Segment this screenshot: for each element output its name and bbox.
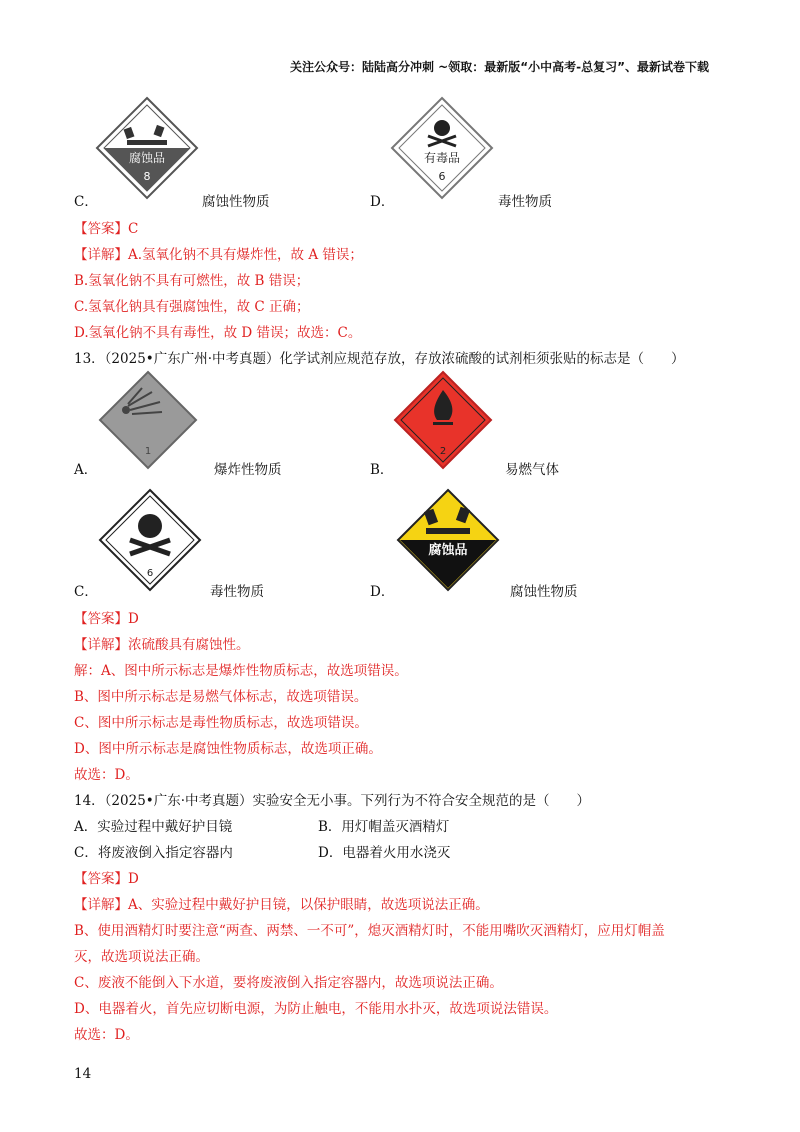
q13-option-b-letter: B．	[370, 462, 394, 478]
q12-explain-4: D.氢氧化钠不具有毒性，故 D 错误；故选：C。	[74, 325, 362, 341]
q14-explain-3: 灭，故选项说法正确。	[74, 949, 209, 965]
corrosive-substance-sign-icon	[396, 488, 500, 592]
sign-c-number: 8	[143, 170, 151, 183]
q13-option-c-letter: C．	[74, 584, 98, 600]
q13-explain-4: C、图中所示标志是毒性物质标志，故选项错误。	[74, 715, 368, 731]
q14-option-d: D．电器着火用水浇灭	[318, 845, 451, 861]
q14-option-a: A．实验过程中戴好护目镜	[74, 819, 233, 835]
q13-explain-5: D、图中所示标志是腐蚀性物质标志，故选项正确。	[74, 741, 382, 757]
sign-a-number: 1	[144, 446, 152, 457]
sign-c-label: 腐蚀品	[128, 151, 166, 165]
q13-option-a-text: 爆炸性物质	[214, 462, 282, 478]
q12-explain-1: 【详解】A.氢氧化钠不具有爆炸性，故 A 错误；	[74, 247, 363, 263]
q12-explain-2: B.氢氧化钠不具有可燃性，故 B 错误；	[74, 273, 310, 289]
q14-stem: 14．（2025•广东·中考真题）实验安全无小事。下列行为不符合安全规范的是（ ）	[74, 793, 591, 809]
option-d-text: 毒性物质	[498, 194, 552, 210]
page-header: 关注公众号：陆陆高分冲刺 ~领取：最新版“小中高考-总复习”、最新试卷下载	[290, 60, 709, 74]
sign-d-number: 6	[438, 170, 446, 183]
q14-explain-4: C、废液不能倒入下水道，要将废液倒入指定容器内，故选项说法正确。	[74, 975, 503, 991]
explosive-sign-icon	[98, 370, 198, 470]
q12-explain-3: C.氢氧化钠具有强腐蚀性，故 C 正确；	[74, 299, 310, 315]
q14-explain-5: D、电器着火，首先应切断电源，为防止触电，不能用水扑灭，故选项说法错误。	[74, 1001, 558, 1017]
toxic-sign-icon	[390, 96, 494, 200]
page-number: 14	[74, 1066, 92, 1082]
q13-explain-6: 故选：D。	[74, 767, 139, 783]
q13-answer: 【答案】D	[74, 611, 139, 627]
sign-d-label: 有毒品	[423, 151, 461, 165]
toxic-substance-sign-icon	[98, 488, 202, 592]
q14-explain-1: 【详解】A、实验过程中戴好护目镜，以保护眼睛，故选项说法正确。	[74, 897, 489, 913]
q13-option-b-text: 易燃气体	[505, 462, 559, 478]
q13-option-d-text: 腐蚀性物质	[510, 584, 578, 600]
q14-answer: 【答案】D	[74, 871, 139, 887]
q13-stem: 13．（2025•广东广州·中考真题）化学试剂应规范存放，存放浓硫酸的试剂柜须张贴的标志是（ ）	[74, 351, 685, 367]
q13-explain-1: 【详解】浓硫酸具有腐蚀性。	[74, 637, 250, 653]
q14-explain-6: 故选：D。	[74, 1027, 139, 1043]
q12-answer: 【答案】C	[74, 221, 139, 237]
q13-explain-3: B、图中所示标志是易燃气体标志，故选项错误。	[74, 689, 368, 705]
q13-option-c-text: 毒性物质	[210, 584, 264, 600]
option-c-text: 腐蚀性物质	[202, 194, 270, 210]
corrosive-sign-icon	[95, 96, 199, 200]
q14-option-c: C．将废液倒入指定容器内	[74, 845, 233, 861]
option-c-letter: C．	[74, 194, 98, 210]
sign-b-number: 2	[439, 446, 447, 457]
q13-option-d-letter: D．	[370, 584, 395, 600]
q13-explain-2: 解：A、图中所示标志是爆炸性物质标志，故选项错误。	[74, 663, 408, 679]
q14-option-b: B．用灯帽盖灭酒精灯	[318, 819, 450, 835]
sign-d2-label: 腐蚀品	[428, 543, 468, 558]
option-d-letter: D．	[370, 194, 395, 210]
sign-c2-number: 6	[146, 568, 154, 579]
q14-explain-2: B、使用酒精灯时要注意“两查、两禁、一不可”，熄灭酒精灯时，不能用嘴吹灭酒精灯，应用灯帽盖	[74, 923, 665, 939]
q13-option-a-letter: A．	[74, 462, 98, 478]
flammable-gas-sign-icon	[393, 370, 493, 470]
